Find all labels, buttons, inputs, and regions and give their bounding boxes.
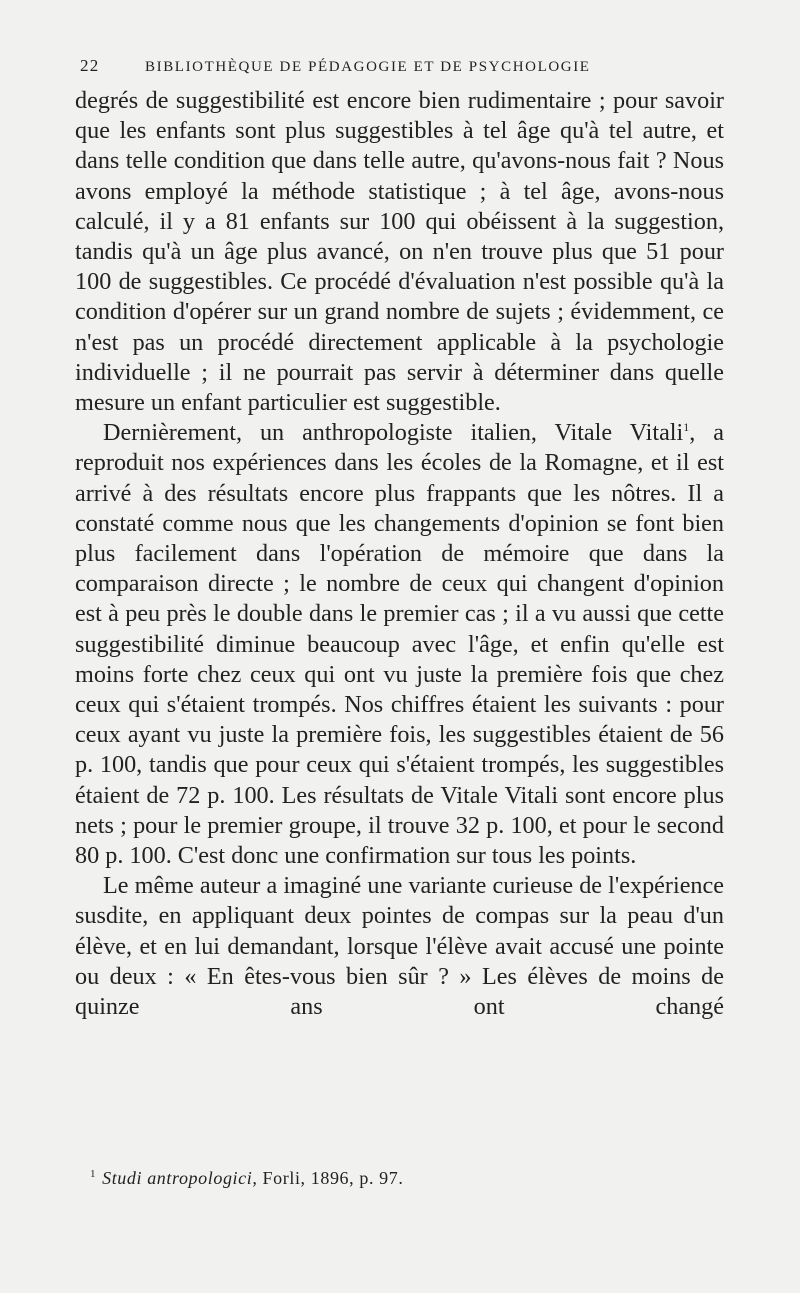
paragraph-variant: Le même auteur a imaginé une variante curieuse de l'expérience susdite, en appliquant deux pointes de compas sur la peau d'un élève, et en lui demandant, lorsque l'élève avait accusé une pointe ou deux : « En êtes-vous bien sûr ? » Les élèves de moins de quinze ans ont changé — [75, 872, 724, 1021]
footnote — [90, 1168, 403, 1189]
paragraph-vitali — [75, 418, 724, 871]
running-title: BIBLIOTHÈQUE DE PÉDAGOGIE ET DE PSYCHOLOGIE — [145, 59, 591, 75]
paragraph-vitali-text-end: , a reproduit nos expériences dans les écoles de la Romagne, et il est arrivé à des résultats encore plus frappants que les nôtres. Il a constaté comme nous que les changements d'opinion se font bien plus facilement dans l'opération de mémoire que dans la comparaison directe ; le nombre de ceux qui changent d'opinion est à peu près le double dans le premier cas ; il a vu aussi que cette suggestibilité diminue beaucoup avec l'âge, et enfin qu'elle est moins forte chez ceux qui ont vu juste la première fois que chez ceux qui s'étaient trompés. Nos chiffres étaient les suivants : pour ceux ayant vu juste la première fois, les suggestibles étaient de 56 p. 100, tandis que pour ceux qui s'étaient trompés, les suggestibles étaient de 72 p. 100. Les résultats de Vitale Vitali sont encore plus nets ; pour le premier groupe, il trouve 32 p. 100, et pour le second 80 p. 100. C'est donc une confirmation sur tous les points. — [75, 419, 724, 870]
footnote-mark: 1 — [90, 1168, 97, 1180]
running-header — [80, 56, 650, 76]
footnote-citation: Forli, 1896, p. 97. — [257, 1168, 404, 1188]
footnote-work-title: Studi antropologici, — [102, 1168, 258, 1188]
page-number: 22 — [80, 56, 100, 75]
body-text — [75, 86, 724, 1022]
paragraph-vitali-text-start: Dernièrement, un anthropologiste italien, Vitale Vitali — [103, 419, 684, 447]
footnote-reference: 1 — [683, 420, 690, 435]
paragraph-continued: degrés de suggestibilité est encore bien rudimentaire ; pour savoir que les enfants sont plus suggestibles à tel âge qu'à tel autre, et dans telle condition que dans telle autre, qu'avons-nous fait ? Nous avons employé la méthode statistique ; à tel âge, avons-nous calculé, il y a 81 enfants sur 100 qui obéissent à la suggestion, tandis qu'à un âge plus avancé, on n'en trouve plus que 51 pour 100 de suggestibles. Ce procédé d'évaluation n'est possible qu'à la condition d'opérer sur un grand nombre de sujets ; évidemment, ce n'est pas un procédé directement applicable à la psychologie individuelle ; il ne pourrait pas servir à déterminer dans quelle mesure un enfant particulier est suggestible. — [75, 87, 724, 417]
